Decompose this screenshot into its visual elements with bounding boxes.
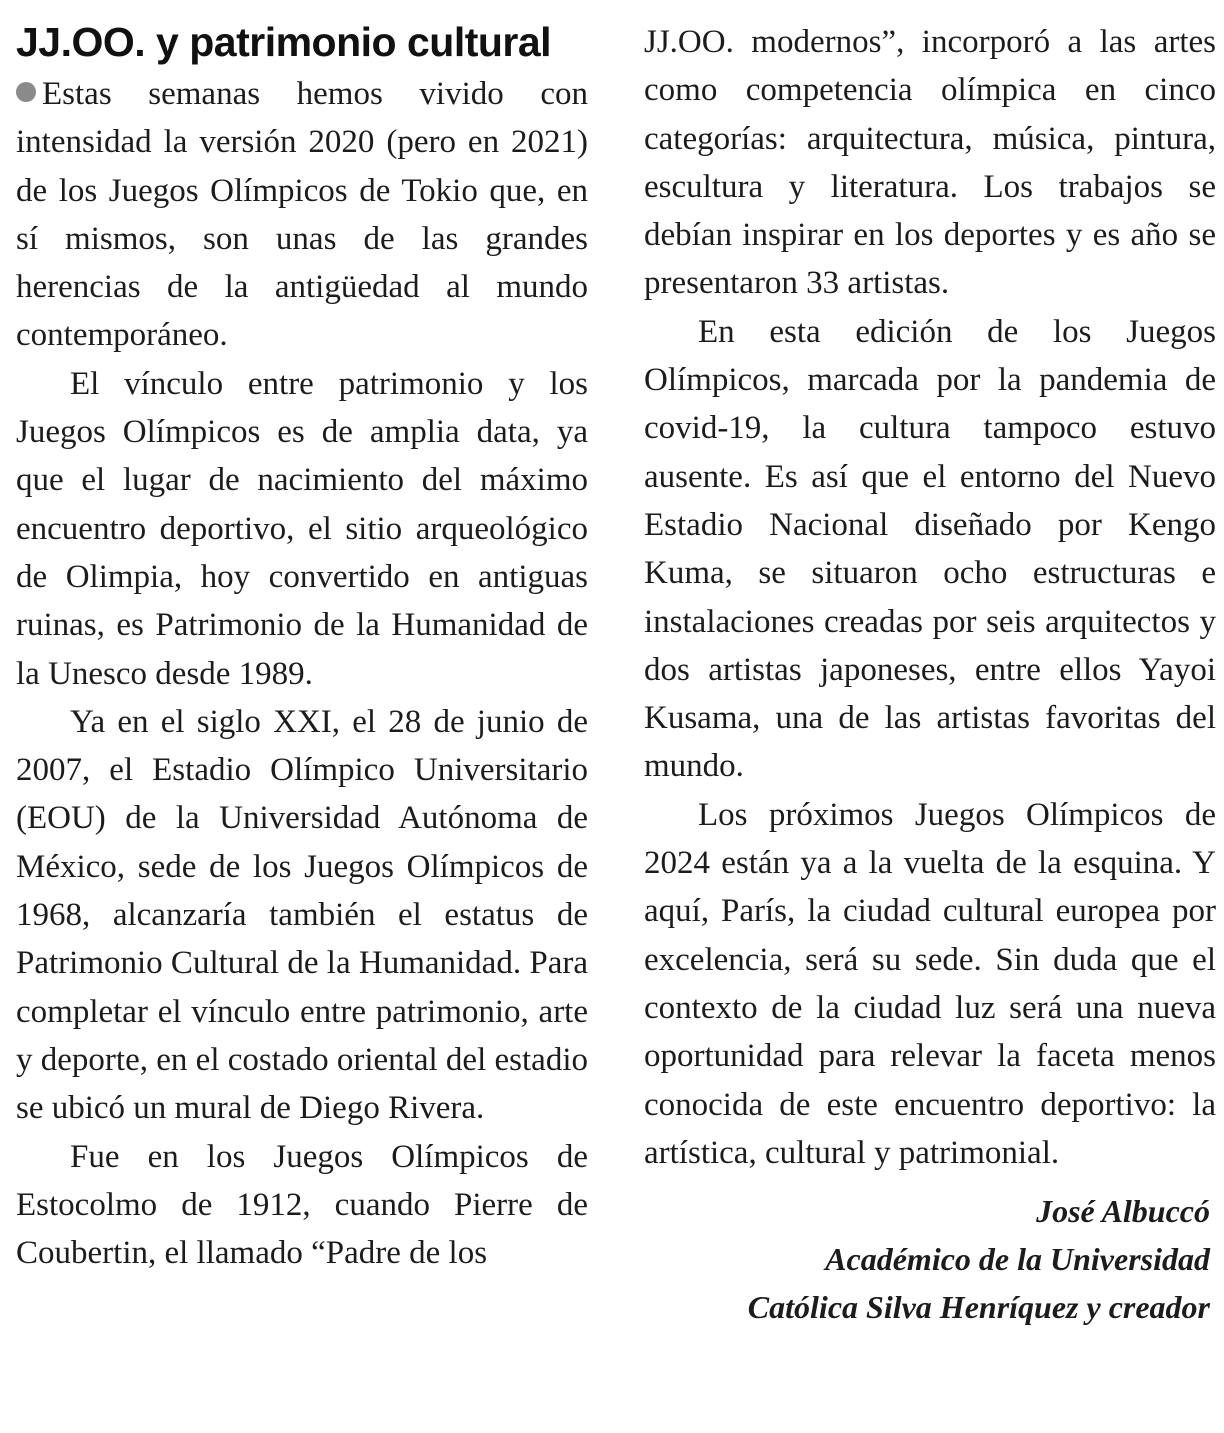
paragraph-3: Ya en el siglo XXI, el 28 de junio de 2007, el Estadio Olímpico Universitario (EOU) de la Universidad Autónoma de México, sede de los Juegos Olímpicos de 1968, alcanzaría también el estatus de Patrimonio Cultural de la Humanidad. Para completar el vínculo entre patrimonio, arte y deporte, en el costado oriental del estadio se ubicó un mural de Diego Rivera.: [16, 703, 588, 1127]
author-title-line-2: Católica Silva Henríquez y creador: [747, 1289, 1210, 1326]
paragraph-6: Los próximos Juegos Olímpicos de 2024 están ya a la vuelta de la esquina. Y aquí, París, la ciudad cultural europea por excelencia, será su sede. Sin duda que el contexto de la ciudad luz será una nueva oportunidad para relevar la faceta menos conocida de este encuentro deportivo: la artística, cultural y patrimonial.: [644, 796, 1216, 1171]
left-column: [16, 18, 588, 1277]
paragraph-4-continued: JJ.OO. modernos”, incorporó a las artes como competencia olímpica en cinco categorías: arquitectura, música, pintura, escultura y literatura. Los trabajos se debían inspirar en los deportes y es año se presentaron 33 artistas.: [644, 24, 1216, 302]
bullet-icon: [16, 82, 36, 102]
paragraph-5: En esta edición de los Juegos Olímpicos, marcada por la pandemia de covid-19, la cultura tampoco estuvo ausente. Es así que el entorno del Nuevo Estadio Nacional diseñado por Kengo Kuma, se situaron ocho estructuras e instalaciones creadas por seis arquitectos y dos artistas japoneses, entre ellos Yayoi Kusama, una de las artistas favoritas del mundo.: [644, 313, 1216, 785]
paragraph-1-text: Estas semanas hemos vivido con intensidad la versión 2020 (pero en 2021) de los Juegos Olímpicos de Tokio que, en sí mismos, son unas de las grandes herencias de la antigüedad al mundo contemporáneo.: [16, 76, 588, 354]
paragraph-4: Fue en los Juegos Olímpicos de Estocolmo de 1912, cuando Pierre de Coubertin, el llamado “Padre de los: [16, 1138, 588, 1272]
signature-block: [644, 1187, 1210, 1331]
paragraph-2: El vínculo entre patrimonio y los Juegos Olímpicos es de amplia data, ya que el lugar de nacimiento del máximo encuentro deportivo, el sitio arqueológico de Olimpia, hoy convertido en antiguas ruinas, es Patrimonio de la Humanidad de la Unesco desde 1989.: [16, 365, 588, 692]
author-title-line-1: Académico de la Universidad: [825, 1241, 1210, 1278]
paragraph-1: [16, 70, 588, 360]
right-column: [644, 18, 1216, 1331]
author-name: José Albuccó: [1036, 1193, 1210, 1230]
headline: JJ.OO. y patrimonio cultural: [16, 19, 552, 65]
